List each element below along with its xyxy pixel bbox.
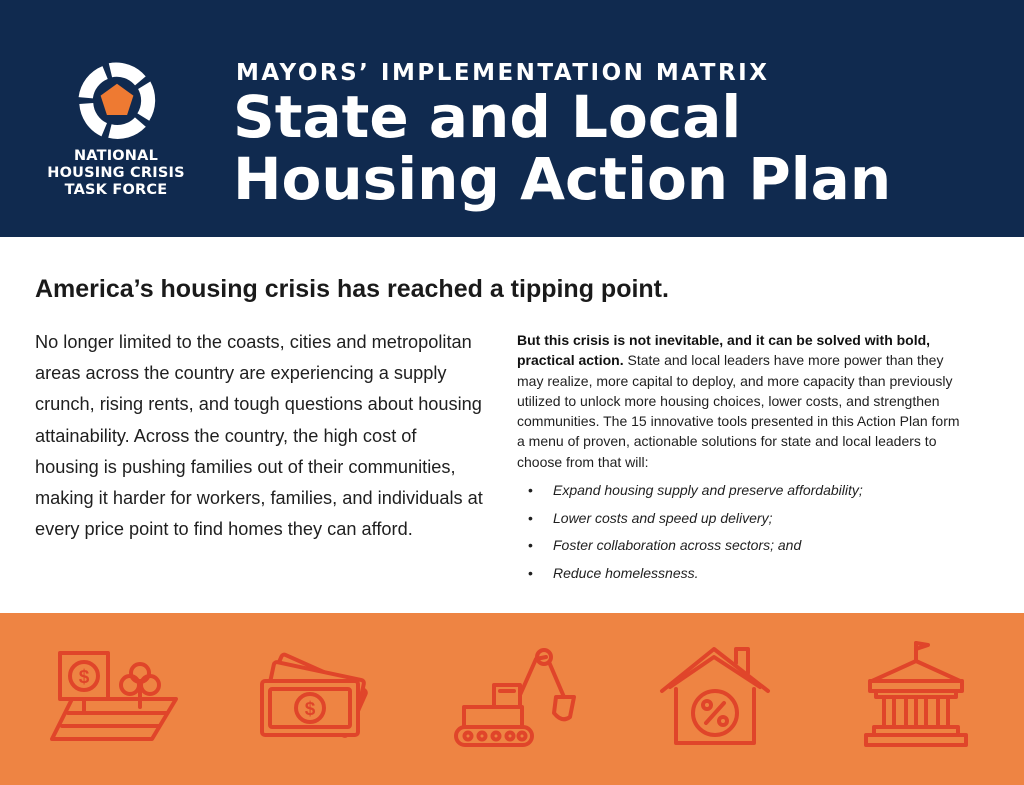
logo-line-3: TASK FORCE [64,182,168,198]
logo-line-2: HOUSING CRISIS [47,165,185,181]
eyebrow-title: MAYORS’ IMPLEMENTATION MATRIX [236,60,770,86]
logo-wordmark [30,148,202,199]
list-item-text: Foster collaboration across sectors; and [553,537,802,554]
money-stack-icon [256,647,374,747]
list-item-text: Reduce homelessness. [553,564,699,581]
bullet-glyph: • [528,564,533,581]
bullet-glyph: • [528,537,533,554]
page-title [233,83,892,213]
header-banner [0,0,1024,237]
section-headline: America’s housing crisis has reached a tipping point. [35,275,669,303]
house-percent-icon [656,643,774,749]
goals-list [517,477,967,587]
land-parcel-icon [48,649,180,753]
svg-text:$: $ [304,699,316,720]
footer-icon-band [0,613,1024,785]
svg-text:$: $ [78,667,90,688]
list-item [517,532,967,560]
title-line-1: State and Local [233,83,742,151]
list-item [517,560,967,588]
logo-line-1: NATIONAL [73,148,159,164]
list-item-text: Expand housing supply and preserve affordability; [553,482,863,499]
title-line-2: Housing Action Plan [233,145,892,213]
list-item [517,505,967,533]
bullet-glyph: • [528,509,533,526]
bullet-glyph: • [528,482,533,499]
action-body: State and local leaders have more power than they may realize, more capital to deploy, and more capacity than previously utilized to unlock more housing choices, lower costs, and strengthen communities. The 15 innovative tools presented in this Action Plan form a menu of proven, actionable solutions for state and local leaders to choose from that will: [517,352,960,470]
action-lead: But this crisis is not inevitable, and it can be solved with bold, practical action. [517,332,931,369]
excavator-icon [452,645,580,751]
government-building-icon [860,639,972,751]
action-paragraph [517,330,967,587]
intro-paragraph: No longer limited to the coasts, cities and metropolitan areas across the country are experiencing a supply crunch, rising rents, and tough questions about housing attainability. Across the country, the high cost of housing is pushing families out of their communities, making it harder for workers, families, and individuals at every price point to find homes they can afford. [35,332,483,540]
list-item-text: Lower costs and speed up delivery; [553,509,773,526]
pentagon-ring-logo-icon [76,60,158,142]
list-item [517,477,967,505]
